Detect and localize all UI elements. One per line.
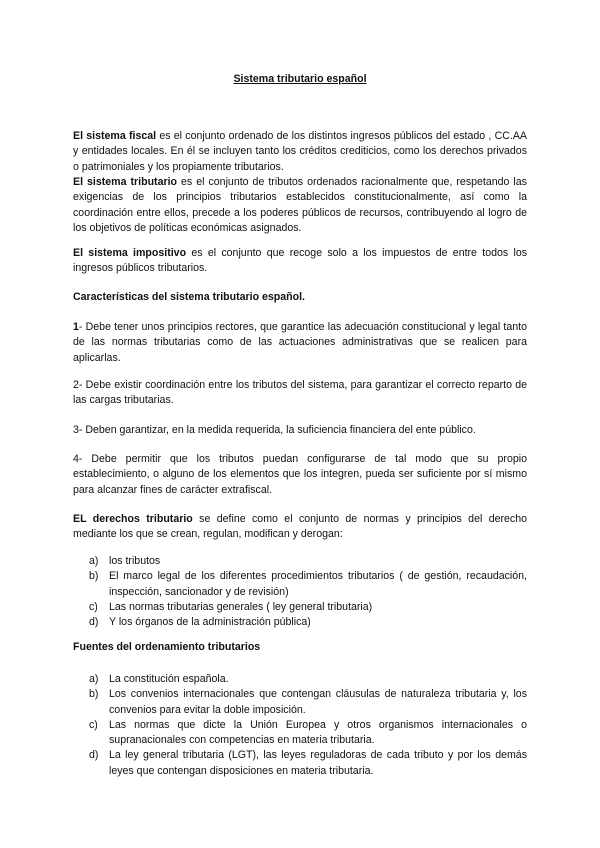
list-derecho-tributario: [73, 554, 527, 630]
list-marker: b): [89, 688, 99, 701]
list-marker: d): [89, 749, 99, 762]
heading-fuentes: Fuentes del ordenamiento tributarios: [73, 641, 261, 653]
list-item: [73, 672, 527, 687]
characteristic-1: [73, 320, 527, 366]
list-item: [73, 748, 527, 779]
document-title: Sistema tributario español: [233, 73, 367, 85]
characteristic-4: 4- Debe permitir que los tributos puedan configurarse de tal modo que su propio establecimiento, o alguno de los elementos que los integren, pueda ser suficiente por sí mismo para alcanzar fines de carácter extrafiscal.: [73, 453, 527, 496]
item-number: 1: [73, 321, 79, 333]
list-item-text: La ley general tributaria (LGT), las leyes reguladoras de cada tributo y por los demás leyes que contengan disposiciones en materia tributaria.: [109, 749, 527, 777]
list-marker: c): [89, 600, 98, 613]
list-item: [73, 600, 527, 615]
list-item: [73, 718, 527, 749]
list-marker: a): [89, 555, 99, 567]
paragraph-text: - Debe tener unos principios rectores, que garantice las adecuación constitucional y legal tanto de las normas tributarias como de las actuaciones administrativas que se realicen para aplicarlas.: [73, 321, 527, 364]
paragraph-text: es el conjunto de tributos ordenados racionalmente que, respetando las exigencias de los principios tributarios establecidos constitucionalmente, así como la coordinación entre ellos, precede a los poderes públicos de recursos, contribuyendo al logro de los objetivos de políticas económicas asignados.: [73, 176, 527, 234]
paragraph-text: es el conjunto ordenado de los distintos ingresos públicos del estado , CC.AA y entidades locales. En él se incluyen tanto los créditos crediticios, como los derechos privados o patrimoniales y los propiamente tributarios.: [73, 130, 527, 173]
list-marker: d): [89, 616, 99, 629]
paragraph-sistema-impositivo: [73, 246, 527, 277]
list-marker: c): [89, 718, 98, 731]
list-fuentes: [73, 672, 527, 779]
list-item: [73, 687, 527, 718]
list-item-text: Y los órganos de la administración pública): [109, 616, 311, 629]
list-item-text: La constitución española.: [109, 673, 229, 685]
list-marker: a): [89, 673, 99, 685]
paragraph-text: es el conjunto que recoge solo a los impuestos de entre todos los ingresos públicos tributarios.: [73, 247, 528, 275]
paragraph-sistema-tributario: [73, 175, 527, 236]
list-item-text: El marco legal de los diferentes procedimientos tributarios ( de gestión, recaudación, inspección, sancionador y de revisión): [109, 570, 527, 598]
term: El sistema tributario: [73, 176, 177, 188]
list-item: [73, 615, 527, 630]
characteristic-3: 3- Deben garantizar, en la medida requerida, la suficiencia financiera del ente público.: [73, 424, 476, 436]
list-marker: b): [89, 570, 99, 583]
list-item-text: Los convenios internacionales que contengan cláusulas de naturaleza tributaria y, los convenios para evitar la doble imposición.: [109, 688, 527, 716]
term: El sistema fiscal: [73, 130, 157, 142]
heading-caracteristicas: Características del sistema tributario español.: [73, 291, 305, 303]
term: El sistema impositivo: [73, 247, 187, 259]
list-item-text: los tributos: [109, 555, 161, 567]
paragraph-derecho-tributario: [73, 512, 527, 543]
list-item-text: Las normas tributarias generales ( ley general tributaria): [109, 600, 373, 613]
list-item: [73, 554, 527, 569]
list-item-text: Las normas que dicte la Unión Europea y otros organismos internacionales o supranacionales con competencias en materia tributaria.: [109, 718, 527, 747]
characteristic-2: 2- Debe existir coordinación entre los tributos del sistema, para garantizar el correcto reparto de las cargas tributarias.: [73, 379, 527, 407]
list-item: [73, 569, 527, 600]
term: EL derechos tributario: [73, 513, 193, 525]
paragraph-sistema-fiscal: [73, 129, 527, 175]
paragraph-text: se define como el conjunto de normas y principios del derecho mediante los que se crean, regulan, modifican y derogan:: [73, 513, 527, 541]
